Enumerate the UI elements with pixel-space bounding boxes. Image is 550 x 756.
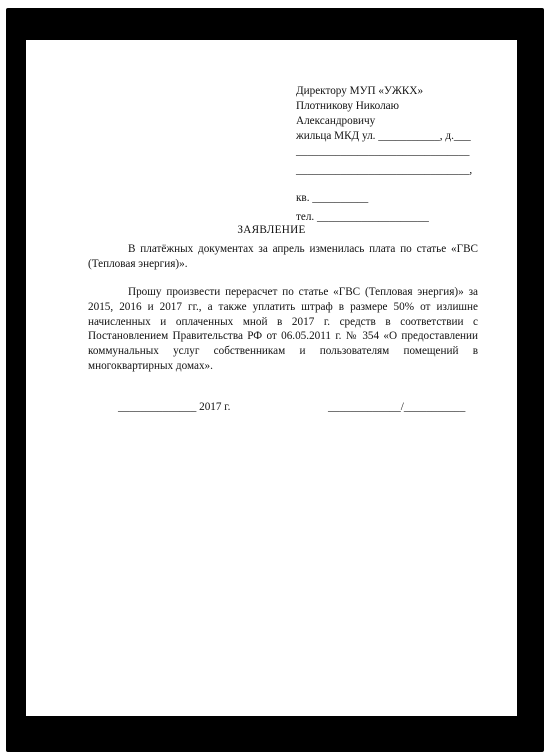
addressee-block bbox=[296, 84, 506, 225]
paragraph-1: В платёжных документах за апрель изменилась плата по статье «ГВС (Тепловая энергия)». bbox=[88, 243, 478, 270]
applicant-street-line: жильца МКД ул. ___________, д.___ bbox=[296, 130, 471, 142]
addressee-patronymic: Александровичу bbox=[296, 115, 376, 127]
signature-field: _____________/___________ bbox=[328, 401, 466, 413]
paragraph-2: Прошу произвести перерасчет по статье «ГВС (Тепловая энергия)» за 2015, 2016 и 2017 гг., а также уплатить штраф в размере 50% от излишне начисленных и оплаченных мной в 2017 г. средств в соответствии с Постановлением Правительства РФ от 06.05.2011 г. № 354 «О предоставлении коммунальных услуг собственникам и пользователям помещений в многоквартирных домах». bbox=[88, 286, 478, 372]
document-title: ЗАЯВЛЕНИЕ bbox=[237, 224, 306, 236]
phone-field: тел. ____________________ bbox=[296, 211, 429, 223]
applicant-name-line-2: _______________________________, bbox=[296, 164, 473, 176]
addressee-position: Директору МУП «УЖКХ» bbox=[296, 85, 424, 97]
applicant-name-line: _______________________________ bbox=[296, 145, 470, 157]
document-body bbox=[88, 242, 478, 387]
apartment-field: кв. __________ bbox=[296, 192, 369, 204]
addressee-surname: Плотникову Николаю bbox=[296, 100, 400, 112]
date-field: ______________ 2017 г. bbox=[118, 401, 231, 413]
document-page bbox=[26, 40, 517, 716]
application-text bbox=[26, 40, 517, 716]
